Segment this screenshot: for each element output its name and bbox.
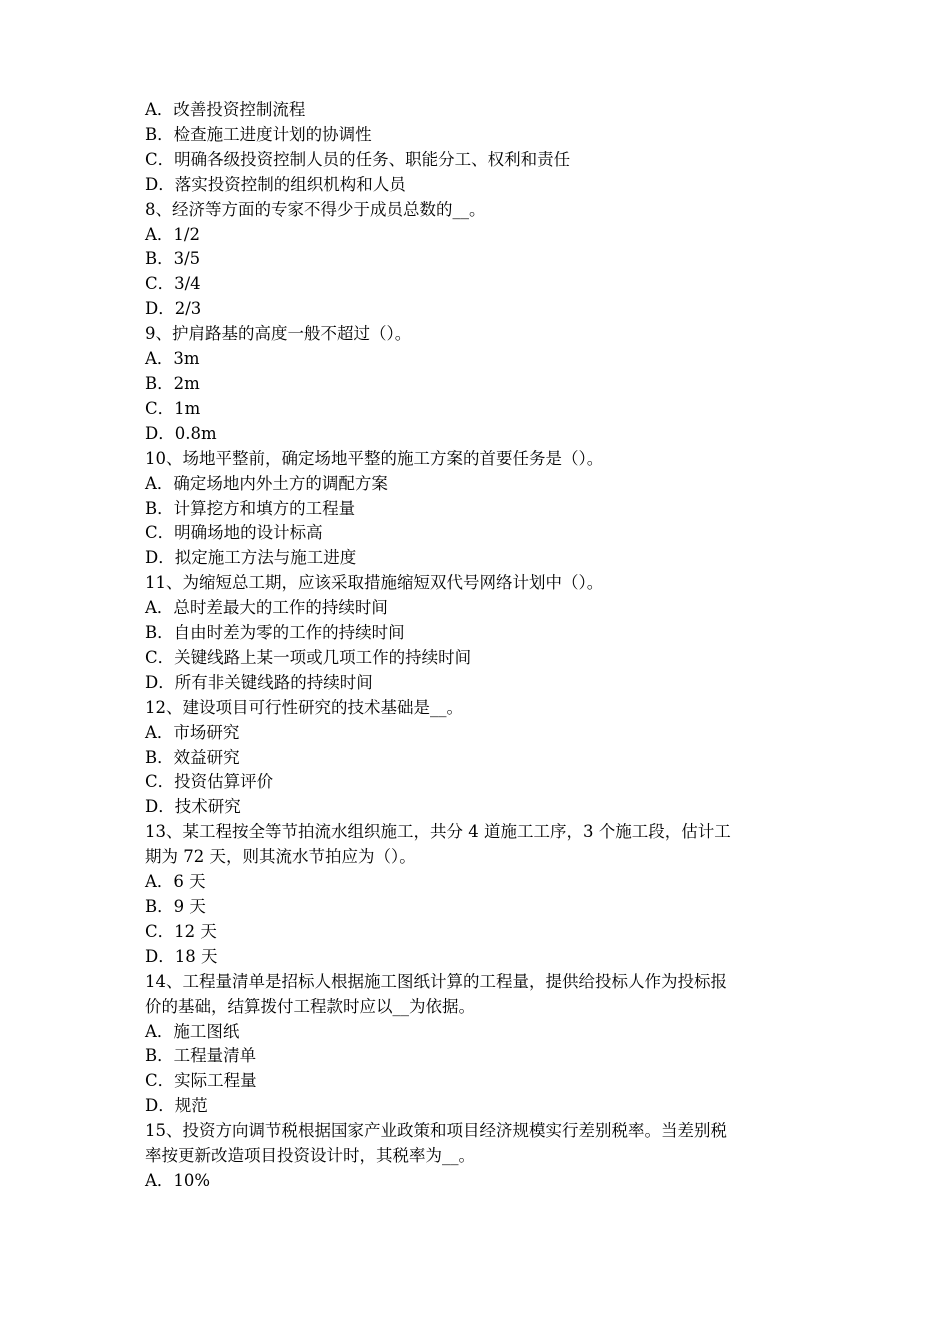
question-text: 11、为缩短总工期，应该采取措施缩短双代号网络计划中（）。 — [145, 573, 604, 593]
answer-option: D．落实投资控制的组织机构和人员 — [145, 174, 406, 194]
answer-option: D．技术研究 — [145, 797, 241, 817]
answer-option: D．2/3 — [145, 299, 202, 319]
answer-option: A．改善投资控制流程 — [145, 100, 306, 119]
answer-option: D．所有非关键线路的持续时间 — [145, 672, 373, 692]
answer-option: A．确定场地内外土方的调配方案 — [145, 473, 388, 493]
answer-option: D．0.8m — [145, 423, 217, 443]
answer-option: C．明确场地的设计标高 — [145, 523, 323, 543]
answer-option: B．检查施工进度计划的协调性 — [145, 124, 372, 144]
answer-option: B．自由时差为零的工作的持续时间 — [145, 623, 405, 643]
answer-option: D．18 天 — [145, 946, 218, 966]
question-text: 期为 72 天，则其流水节拍应为（）。 — [145, 847, 416, 867]
answer-option: A．施工图纸 — [145, 1021, 240, 1041]
answer-option: B．3/5 — [145, 249, 201, 269]
answer-option: A．1/2 — [145, 224, 200, 244]
answer-option: A．6 天 — [145, 872, 206, 892]
answer-option: C．投资估算评价 — [145, 772, 274, 792]
document-body — [145, 98, 810, 1194]
answer-option: A．市场研究 — [145, 722, 240, 742]
answer-option: D．规范 — [145, 1096, 208, 1116]
answer-option: B．2m — [145, 373, 200, 393]
answer-option: C．1m — [145, 398, 201, 418]
question-text: 价的基础，结算拨付工程款时应以__为依据。 — [145, 996, 475, 1016]
answer-option: C．明确各级投资控制人员的任务、职能分工、权利和责任 — [145, 149, 571, 169]
answer-option: A．总时差最大的工作的持续时间 — [145, 598, 388, 618]
answer-option: C．12 天 — [145, 921, 217, 941]
question-text: 12、建设项目可行性研究的技术基础是__。 — [145, 697, 463, 717]
answer-option: A．3m — [145, 349, 200, 369]
question-text: 14、工程量清单是招标人根据施工图纸计算的工程量，提供给投标人作为投标报 — [145, 971, 727, 991]
answer-option: C．关键线路上某一项或几项工作的持续时间 — [145, 647, 472, 667]
question-text: 率按更新改造项目投资设计时，其税率为__。 — [145, 1146, 475, 1166]
question-text: 13、某工程按全等节拍流水组织施工，共分 4 道施工工序，3 个施工段，估计工 — [145, 822, 731, 842]
answer-option: B．工程量清单 — [145, 1046, 257, 1066]
answer-option: B．计算挖方和填方的工程量 — [145, 498, 356, 518]
answer-option: A．10% — [145, 1170, 211, 1190]
question-text: 15、投资方向调节税根据国家产业政策和项目经济规模实行差别税率。当差别税 — [145, 1121, 727, 1141]
question-text: 10、场地平整前，确定场地平整的施工方案的首要任务是（）。 — [145, 448, 604, 468]
question-text: 8、经济等方面的专家不得少于成员总数的__。 — [145, 199, 486, 219]
answer-option: C．3/4 — [145, 274, 201, 294]
answer-option: B．效益研究 — [145, 747, 240, 767]
question-text: 9、护肩路基的高度一般不超过（）。 — [145, 324, 412, 344]
answer-option: C．实际工程量 — [145, 1071, 257, 1091]
answer-option: D．拟定施工方法与施工进度 — [145, 548, 357, 568]
answer-option: B．9 天 — [145, 897, 206, 916]
